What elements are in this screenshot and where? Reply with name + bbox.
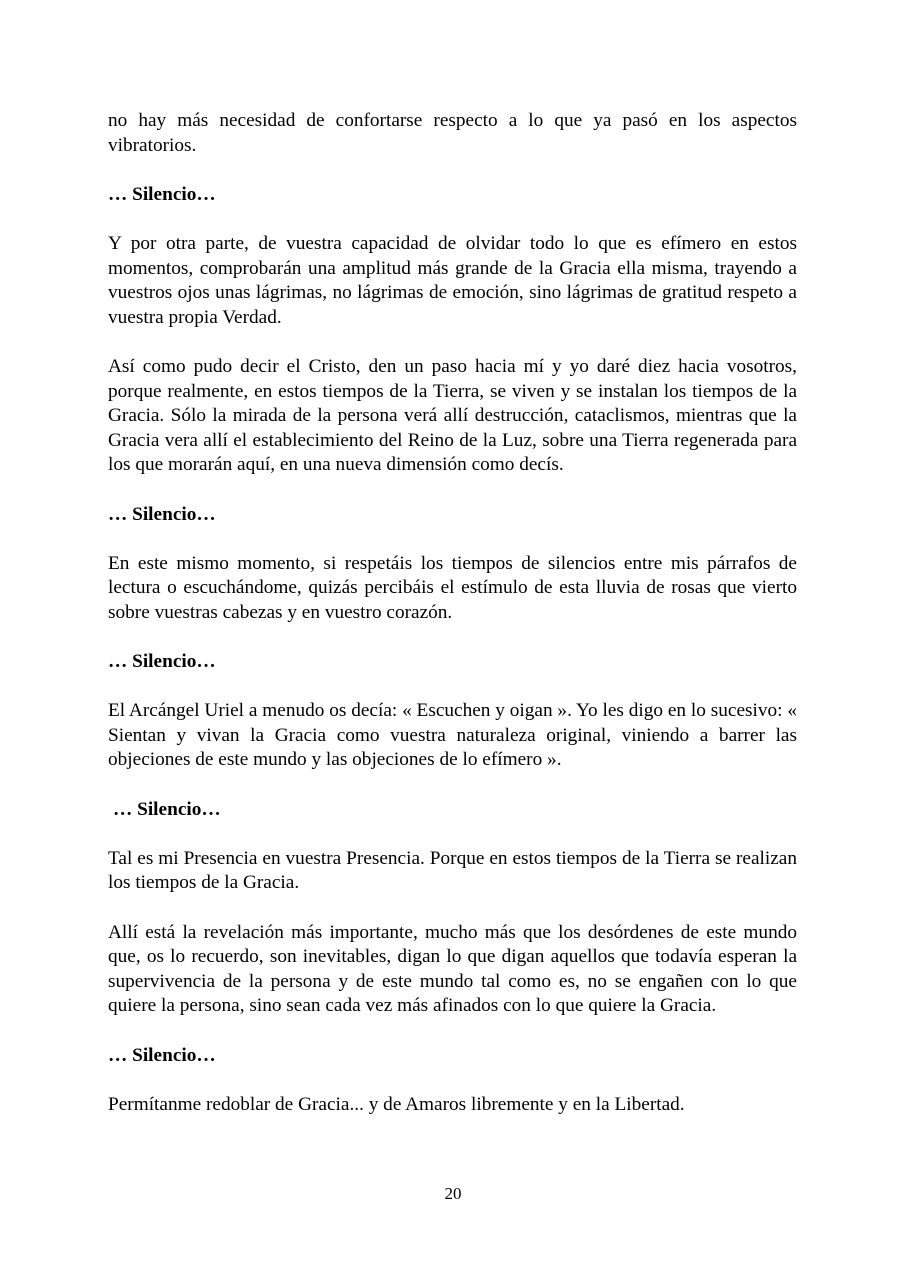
paragraph-8: Permítanme redoblar de Gracia... y de Amaros libremente y en la Libertad. <box>108 1093 685 1115</box>
paragraph-4: En este mismo momento, si respetáis los tiempos de silencios entre mis párrafos de lectura o escuchándome, quizás percibáis el estímulo de esta lluvia de rosas que vierto sobre vuestras cabezas y en vuestro corazón. <box>108 552 797 623</box>
silence-marker-1: … Silencio… <box>108 183 216 205</box>
paragraph-1: no hay más necesidad de confortarse respecto a lo que ya pasó en los aspectos vibratorios. <box>108 110 797 156</box>
paragraph-2: Y por otra parte, de vuestra capacidad de olvidar todo lo que es efímero en estos momentos, comprobarán una amplitud más grande de la Gracia ella misma, trayendo a vuestros ojos unas lágrimas, no lágrimas de emoción, sino lágrimas de gratitud respeto a vuestra propia Verdad. <box>108 232 797 328</box>
paragraph-5: El Arcángel Uriel a menudo os decía: « Escuchen y oigan ». Yo les digo en lo sucesivo: « Sientan y vivan la Gracia como vuestra naturaleza original, viniendo a barrer las objeciones de este mundo y las objeciones de lo efímero ». <box>108 700 797 771</box>
page-number: 20 <box>444 1184 462 1203</box>
paragraph-3: Así como pudo decir el Cristo, den un paso hacia mí y yo daré diez hacia vosotros, porque realmente, en estos tiempos de la Tierra, se viven y se instalan los tiempos de la Gracia. Sólo la mirada de la persona verá allí destrucción, cataclismos, mientras que la Gracia vera allí el establecimiento del Reino de la Luz, sobre una Tierra regenerada para los que morarán aquí, en una nueva dimensión como decís. <box>108 355 797 476</box>
paragraph-7: Allí está la revelación más importante, mucho más que los desórdenes de este mundo que, os lo recuerdo, son inevitables, digan lo que digan aquellos que todavía esperan la supervivencia de la persona y de este mundo tal como es, no se engañen con lo que quiere la persona, sino sean cada vez más afinados con lo que quiere la Gracia. <box>108 921 797 1017</box>
document-body <box>108 109 797 1117</box>
silence-marker-3: … Silencio… <box>108 651 216 673</box>
silence-marker-5: … Silencio… <box>108 1044 216 1066</box>
paragraph-6: Tal es mi Presencia en vuestra Presencia. Porque en estos tiempos de la Tierra se realizan los tiempos de la Gracia. <box>108 847 797 894</box>
silence-marker-4: … Silencio… <box>113 798 221 820</box>
silence-marker-2: … Silencio… <box>108 503 216 525</box>
